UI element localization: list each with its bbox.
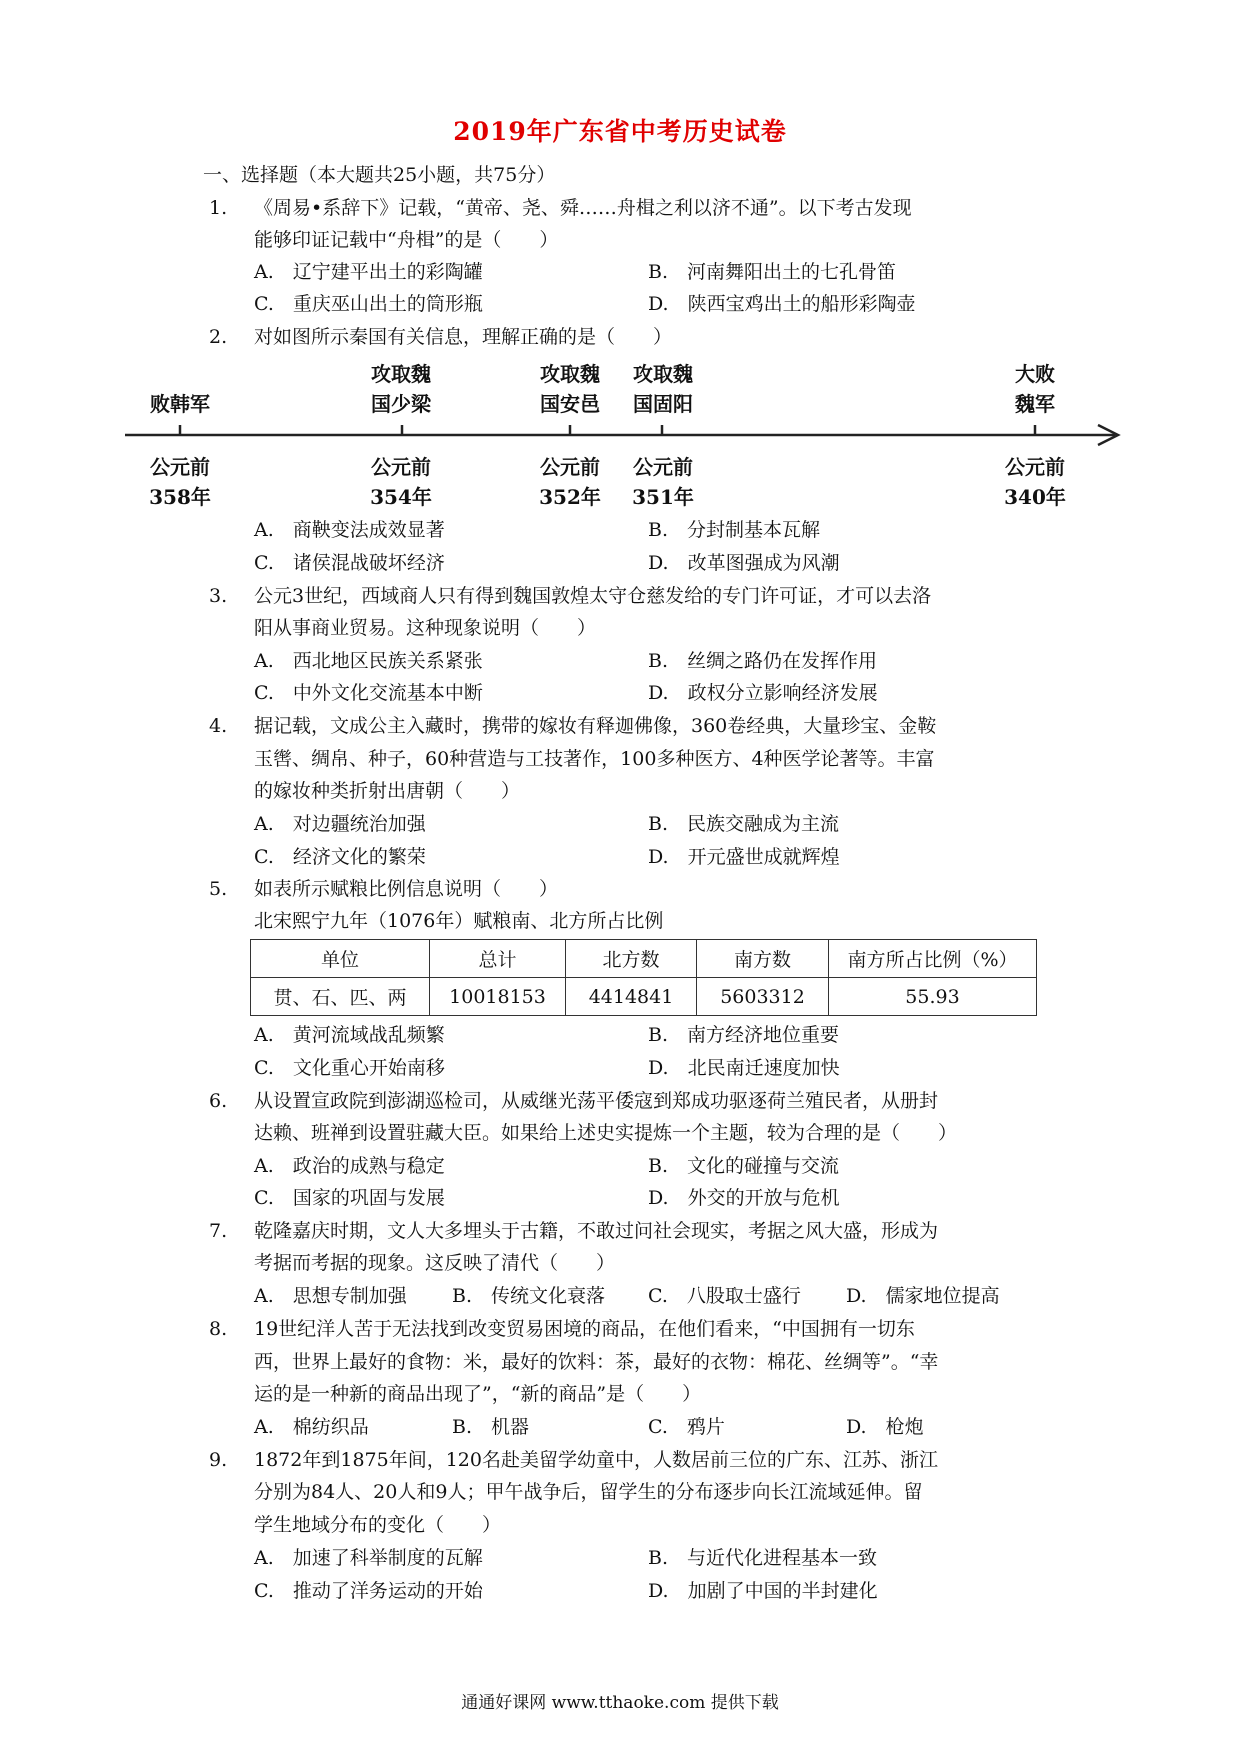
- option-d: D. 陕西宝鸡出土的船形彩陶壶: [648, 293, 916, 315]
- question-number: 9.: [209, 1449, 228, 1471]
- option-d: D. 改革图强成为风潮: [648, 552, 840, 574]
- page-footer: 通通好课网 www.tthaoke.com 提供下载: [461, 1693, 779, 1713]
- option-a: A. 加速了科举制度的瓦解: [254, 1547, 483, 1569]
- question-text: 玉辔、绸帛、种子，60种营造与工技著作，100多种医方、4种医学论著等。丰富: [254, 748, 935, 770]
- option-c: C. 推动了洋务运动的开始: [254, 1580, 483, 1602]
- option-d: D. 枪炮: [846, 1416, 924, 1438]
- question-text: 能够印证记载中“舟楫”的是（ ）: [254, 229, 559, 251]
- question-text: 达赖、班禅到设置驻藏大臣。如果给上述史实提炼一个主题，较为合理的是（ ）: [254, 1122, 958, 1144]
- question-text: 乾隆嘉庆时期，文人大多埋头于古籍，不敢过问社会现实，考据之风大盛，形成为: [254, 1220, 939, 1242]
- option-c: C. 重庆巫山出土的筒形瓶: [254, 293, 483, 315]
- option-a: A. 棉纺织品: [254, 1416, 369, 1438]
- question-number: 5.: [209, 878, 228, 900]
- option-a: A. 黄河流域战乱频繁: [254, 1024, 445, 1046]
- question-text: 19世纪洋人苦于无法找到改变贸易困境的商品，在他们看来，“中国拥有一切东: [254, 1318, 915, 1340]
- option-a: A. 政治的成熟与稳定: [254, 1155, 445, 1177]
- timeline-axis: [120, 420, 1130, 450]
- question-number: 2.: [209, 326, 228, 348]
- option-d: D. 儒家地位提高: [846, 1285, 1000, 1307]
- event-line: 大败 魏军: [1015, 362, 1055, 416]
- table-cell: 10018153: [430, 978, 566, 1016]
- question-text: 阳从事商业贸易。这种现象说明（ ）: [254, 617, 597, 639]
- question-text: 运的是一种新的商品出现了”，“新的商品”是（ ）: [254, 1383, 702, 1405]
- table-header-row: [251, 940, 1037, 978]
- option-d: D. 政权分立影响经济发展: [648, 682, 878, 704]
- timeline-event: [995, 359, 1075, 419]
- question-text: 据记载，文成公主入藏时，携带的嫁妆有释迦佛像，360卷经典，大量珍宝、金鞍: [254, 715, 937, 737]
- table-header-cell: 北方数: [566, 940, 697, 978]
- question-text: 对如图所示秦国有关信息，理解正确的是（ ）: [254, 326, 673, 348]
- option-d: D. 开元盛世成就辉煌: [648, 846, 840, 868]
- event-line: 攻取魏 国少梁: [371, 362, 431, 416]
- option-d: D. 加剧了中国的半封建化: [648, 1580, 878, 1602]
- question-text: 的嫁妆种类折射出唐朝（ ）: [254, 780, 521, 802]
- option-b: B. 民族交融成为主流: [648, 813, 840, 835]
- option-b: B. 机器: [452, 1416, 530, 1438]
- option-c: C. 八股取士盛行: [648, 1285, 801, 1307]
- event-line: 攻取魏 国固阳: [633, 362, 693, 416]
- option-a: A. 西北地区民族关系紧张: [254, 650, 483, 672]
- table-header-cell: 总计: [430, 940, 566, 978]
- timeline-event: [618, 359, 708, 419]
- table-caption: 北宋熙宁九年（1076年）赋粮南、北方所占比例: [254, 910, 664, 932]
- timeline-event: [356, 359, 446, 419]
- table-cell: 5603312: [697, 978, 829, 1016]
- question-number: 4.: [209, 715, 228, 737]
- question-text: 《周易•系辞下》记载，“黄帝、尧、舜……舟楫之利以济不通”。以下考古发现: [254, 197, 912, 219]
- option-b: B. 丝绸之路仍在发挥作用: [648, 650, 878, 672]
- question-text: 学生地域分布的变化（ ）: [254, 1514, 502, 1536]
- question-text: 西，世界上最好的食物：米，最好的饮料：茶，最好的衣物：棉花、丝绸等”。“幸: [254, 1351, 939, 1373]
- section-heading: 一、选择题（本大题共25小题，共75分）: [203, 164, 556, 186]
- question-number: 3.: [209, 585, 228, 607]
- timeline-date: 公元前 358年: [149, 455, 211, 509]
- timeline-date: 公元前 351年: [632, 455, 694, 509]
- tax-grain-table: [250, 939, 1037, 1016]
- option-b: B. 文化的碰撞与交流: [648, 1155, 840, 1177]
- question-text: 从设置宣政院到澎湖巡检司，从威继光荡平倭寇到郑成功驱逐荷兰殖民者，从册封: [254, 1090, 939, 1112]
- option-d: D. 北民南迁速度加快: [648, 1057, 840, 1079]
- option-b: B. 分封制基本瓦解: [648, 519, 821, 541]
- question-text: 公元3世纪，西域商人只有得到魏国敦煌太守仓慈发给的专门许可证，才可以去洛: [254, 585, 932, 607]
- timeline-event: 败韩军: [150, 392, 210, 416]
- option-a: A. 对边疆统治加强: [254, 813, 426, 835]
- table-header-cell: 南方所占比例（%）: [829, 940, 1037, 978]
- option-c: C. 诸侯混战破坏经济: [254, 552, 445, 574]
- question-number: 1.: [209, 197, 228, 219]
- timeline-date: 公元前 352年: [539, 455, 601, 509]
- table-cell: 4414841: [566, 978, 697, 1016]
- option-c: C. 经济文化的繁荣: [254, 846, 426, 868]
- table-cell: 55.93: [829, 978, 1037, 1016]
- table-row: [251, 978, 1037, 1016]
- option-c: C. 国家的巩固与发展: [254, 1187, 445, 1209]
- question-text: 1872年到1875年间，120名赴美留学幼童中，人数居前三位的广东、江苏、浙江: [254, 1449, 938, 1471]
- question-text: 考据而考据的现象。这反映了清代（ ）: [254, 1252, 616, 1274]
- option-a: A. 辽宁建平出土的彩陶罐: [254, 261, 483, 283]
- option-b: B. 河南舞阳出土的七孔骨笛: [648, 261, 897, 283]
- table-header-cell: 单位: [251, 940, 430, 978]
- option-c: C. 中外文化交流基本中断: [254, 682, 483, 704]
- timeline-date: 公元前 354年: [370, 455, 432, 509]
- option-b: B. 与近代化进程基本一致: [648, 1547, 878, 1569]
- option-d: D. 外交的开放与危机: [648, 1187, 840, 1209]
- option-c: C. 鸦片: [648, 1416, 725, 1438]
- option-b: B. 南方经济地位重要: [648, 1024, 840, 1046]
- question-number: 6.: [209, 1090, 228, 1112]
- question-number: 8.: [209, 1318, 228, 1340]
- question-text: 分别为84人、20人和9人；甲午战争后，留学生的分布逐步向长江流域延伸。留: [254, 1481, 923, 1503]
- option-b: B. 传统文化衰落: [452, 1285, 606, 1307]
- option-c: C. 文化重心开始南移: [254, 1057, 445, 1079]
- timeline-event: [525, 359, 615, 419]
- timeline-date: 公元前 340年: [1004, 455, 1066, 509]
- option-a: A. 商鞅变法成效显著: [254, 519, 445, 541]
- table-header-cell: 南方数: [697, 940, 829, 978]
- question-text: 如表所示赋粮比例信息说明（ ）: [254, 878, 559, 900]
- page-title: 2019年广东省中考历史试卷: [453, 117, 787, 146]
- question-number: 7.: [209, 1220, 228, 1242]
- option-a: A. 思想专制加强: [254, 1285, 407, 1307]
- table-cell: 贯、石、匹、两: [251, 978, 430, 1016]
- event-line: 攻取魏 国安邑: [540, 362, 600, 416]
